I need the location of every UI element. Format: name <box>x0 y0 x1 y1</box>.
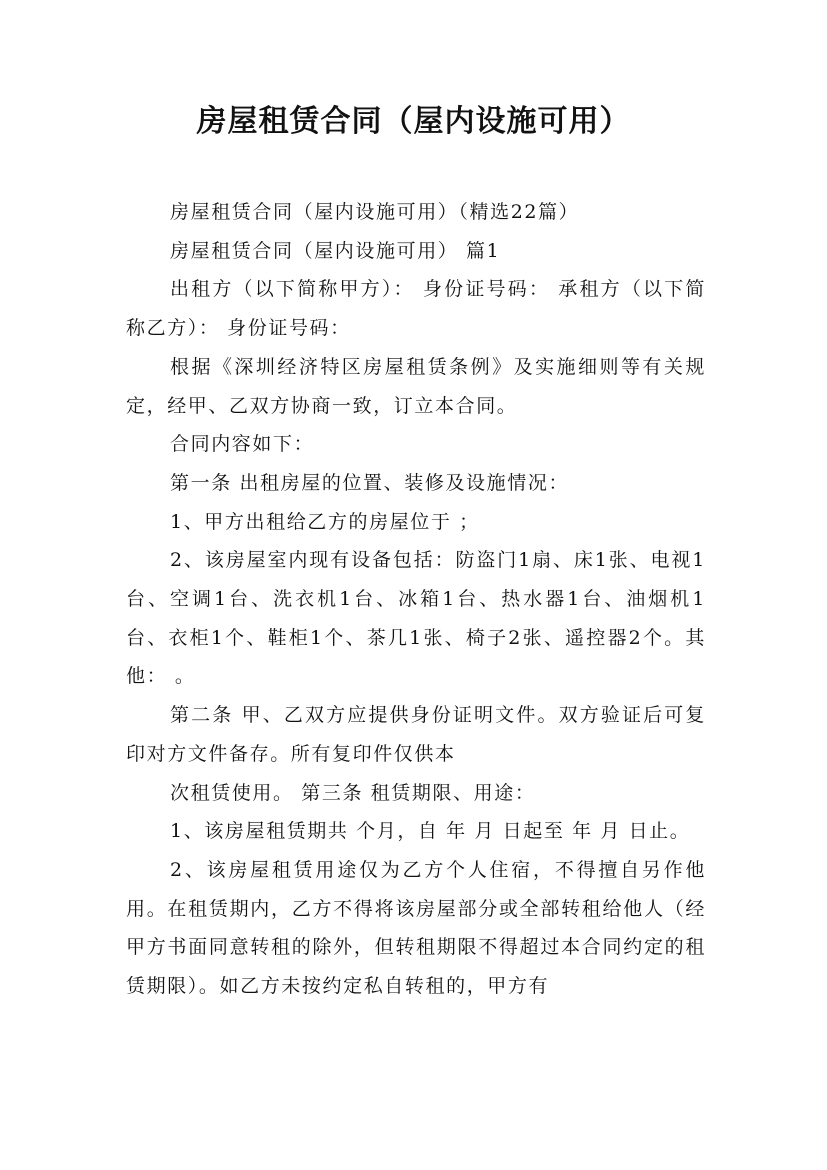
paragraph-7: 1、甲方出租给乙方的房屋位于 ； <box>170 510 480 533</box>
paragraph-6: 第一条 出租房屋的位置、装修及设施情况： <box>170 471 570 494</box>
paragraph-11: 1、该房屋租赁期共 个月，自 年 月 日起至 年 月 日止。 <box>170 820 691 843</box>
paragraph-12: 2、该房屋租赁用途仅为乙方个人住宿，不得擅自另作他用。在租赁期内，乙方不得将该房屋部分或全部转租给他人（经甲方书面同意转租的除外，但转租期限不得超过本合同约定的租赁期限）。如乙方未按约定私自转租的，甲方有 <box>126 858 706 998</box>
paragraph-1: 房屋租赁合同（屋内设施可用）（精选22篇） <box>170 201 580 223</box>
paragraph-3: 出租方（以下简称甲方）： 身份证号码： 承租方（以下简称乙方）： 身份证号码： <box>126 278 706 340</box>
paragraph-9: 第二条 甲、乙双方应提供身份证明文件。双方验证后可复印对方文件备存。所有复印件仅供本 <box>126 704 706 765</box>
paragraph-10: 次租赁使用。 第三条 租赁期限、用途： <box>170 781 536 804</box>
paragraph-8: 2、该房屋室内现有设备包括：防盗门1扇、床1张、电视1台、空调1台、洗衣机1台、冰箱1台、热水器1台、油烟机1台、衣柜1个、鞋柜1个、茶几1张、椅子2张、遥控器2个。其他： 。 <box>126 549 706 688</box>
paragraph-2: 房屋租赁合同（屋内设施可用） 篇1 <box>170 239 501 262</box>
paragraph-5: 合同内容如下： <box>170 433 315 456</box>
paragraph-4: 根据《深圳经济特区房屋租赁条例》及实施细则等有关规定，经甲、乙双方协商一致，订立本合同。 <box>126 355 706 417</box>
document-body <box>126 193 706 1006</box>
document-title: 房屋租赁合同（屋内设施可用） <box>196 104 631 139</box>
